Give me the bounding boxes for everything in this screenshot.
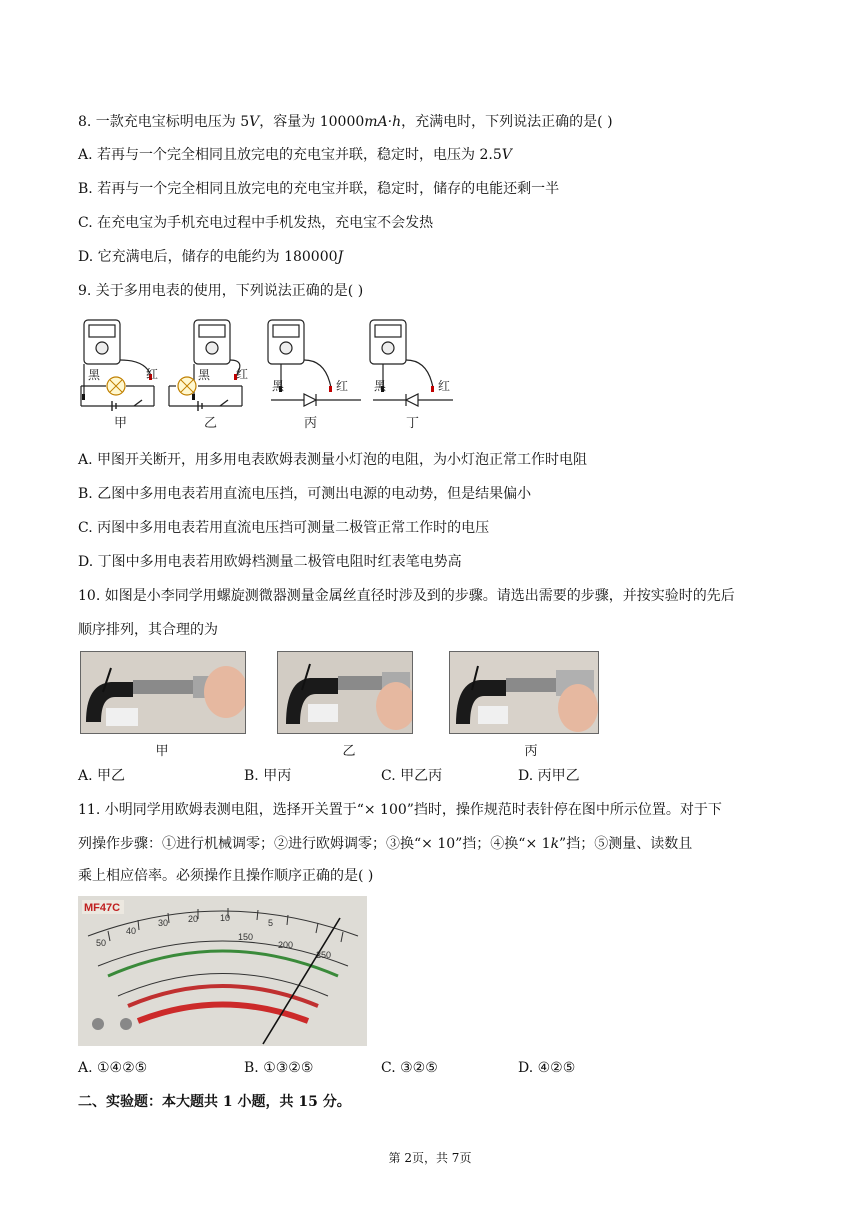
q10-stem-line2: 顺序排列，其合理的为 [78,622,218,638]
fig-label-black: 黑 [88,368,101,382]
q8-stem [78,112,613,132]
q10-option-c: C. 甲乙丙 [381,768,443,784]
fig-caption-1: 甲 [114,416,128,431]
q8-stem-unit-v: V [249,114,260,130]
fig-caption-3: 丙 [304,416,318,431]
q8-option-d [78,247,343,267]
q11-option-d: D. ④②⑤ [518,1060,576,1076]
q8-stem-part3: ，充满电时，下列说法正确的是( ) [401,114,613,130]
micrometer-photo-3 [449,651,599,734]
meter-scale-label: 10 [220,913,231,923]
q11-stem-line3: 乘上相应倍率。必须操作且操作顺序正确的是( ) [78,868,374,884]
q8-stem-part2: ，容量为 10000 [259,114,365,130]
q8-option-d-text: D. 它充满电后，储存的电能约为 180000 [78,249,338,265]
q9-option-c: C. 丙图中多用电表若用直流电压挡可测量二极管正常工作时的电压 [78,520,490,536]
q11-option-c: C. ③②⑤ [381,1060,438,1076]
q8-stem-part1: 8. 一款充电宝标明电压为 5 [78,114,250,130]
q11-stem-line1: 11. 小明同学用欧姆表测电阻，选择开关置于“× 100”挡时，操作规范时表针停在图中所示位置。对于下 [78,802,722,818]
q8-stem-unit-mah: mA·h [364,114,402,130]
q11-stem-line2-part2: ”挡；⑤测量、读数且 [559,836,693,852]
fig-label-red: 红 [146,367,159,381]
fig-label-red: 红 [336,379,349,393]
meter-scale-label: 200 [278,940,294,950]
section-2-title: 二、实验题：本大题共 1 小题，共 15 分。 [78,1094,351,1110]
q11-option-b: B. ①③②⑤ [244,1060,314,1076]
meter-scale-label: 30 [158,918,169,928]
q10-option-d: D. 丙甲乙 [518,768,580,784]
meter-scale-label: 150 [238,932,254,942]
q9-option-d: D. 丁图中多用电表若用欧姆档测量二极管电阻时红表笔电势高 [78,554,462,570]
q11-stem-line2-part1: 列操作步骤：①进行机械调零；②进行欧姆调零；③换“× 10”挡；④换“× 1 [78,836,551,852]
q8-option-d-unit: J [337,249,344,265]
meter-scale-label: 40 [126,926,137,936]
micrometer-photo-1 [80,651,246,734]
meter-scale-label: 20 [188,914,199,924]
q11-stem-line2-k: k [550,836,560,852]
q8-option-a-unit: V [501,147,512,163]
micrometer-photo-2 [277,651,413,734]
q8-option-b: B. 若再与一个完全相同且放完电的充电宝并联，稳定时，储存的电能还剩一半 [78,181,560,197]
ohmmeter-photo [78,896,367,1046]
q8-option-a-text: A. 若再与一个完全相同且放完电的充电宝并联，稳定时，电压为 2.5 [78,147,502,163]
meter-scale-label: 250 [316,950,332,960]
meter-scale-label: 5 [268,918,274,928]
meter-scale-label: 50 [96,938,107,948]
q10-photo-label-3: 丙 [524,744,538,759]
q9-circuit-figure [76,316,456,432]
q10-option-a: A. 甲乙 [78,768,126,784]
fig-caption-2: 乙 [204,416,218,431]
q9-stem: 9. 关于多用电表的使用，下列说法正确的是( ) [78,283,364,299]
q9-option-b: B. 乙图中多用电表若用直流电压挡，可测出电源的电动势，但是结果偏小 [78,486,532,502]
q10-stem-line1: 10. 如图是小李同学用螺旋测微器测量金属丝直径时涉及到的步骤。请选出需要的步骤，并按实验时的先后 [78,588,735,604]
page-footer: 第 2页，共 7页 [388,1151,472,1165]
q11-option-a: A. ①④②⑤ [78,1060,148,1076]
q10-photo-label-2: 乙 [342,744,356,759]
q11-stem-line2 [78,834,692,854]
fig-label-red: 红 [438,379,451,393]
fig-label-black: 黑 [374,379,387,393]
fig-caption-4: 丁 [406,416,420,431]
q10-photo-label-1: 甲 [155,744,169,759]
meter-brand: MF47C [84,902,121,914]
fig-label-black: 黑 [272,379,285,393]
q9-option-a: A. 甲图开关断开，用多用电表欧姆表测量小灯泡的电阻，为小灯泡正常工作时电阻 [78,452,588,468]
q8-option-c: C. 在充电宝为手机充电过程中手机发热，充电宝不会发热 [78,215,434,231]
fig-label-red: 红 [236,367,249,381]
q10-option-b: B. 甲丙 [244,768,292,784]
q8-option-a [78,145,512,165]
fig-label-black: 黑 [198,368,211,382]
